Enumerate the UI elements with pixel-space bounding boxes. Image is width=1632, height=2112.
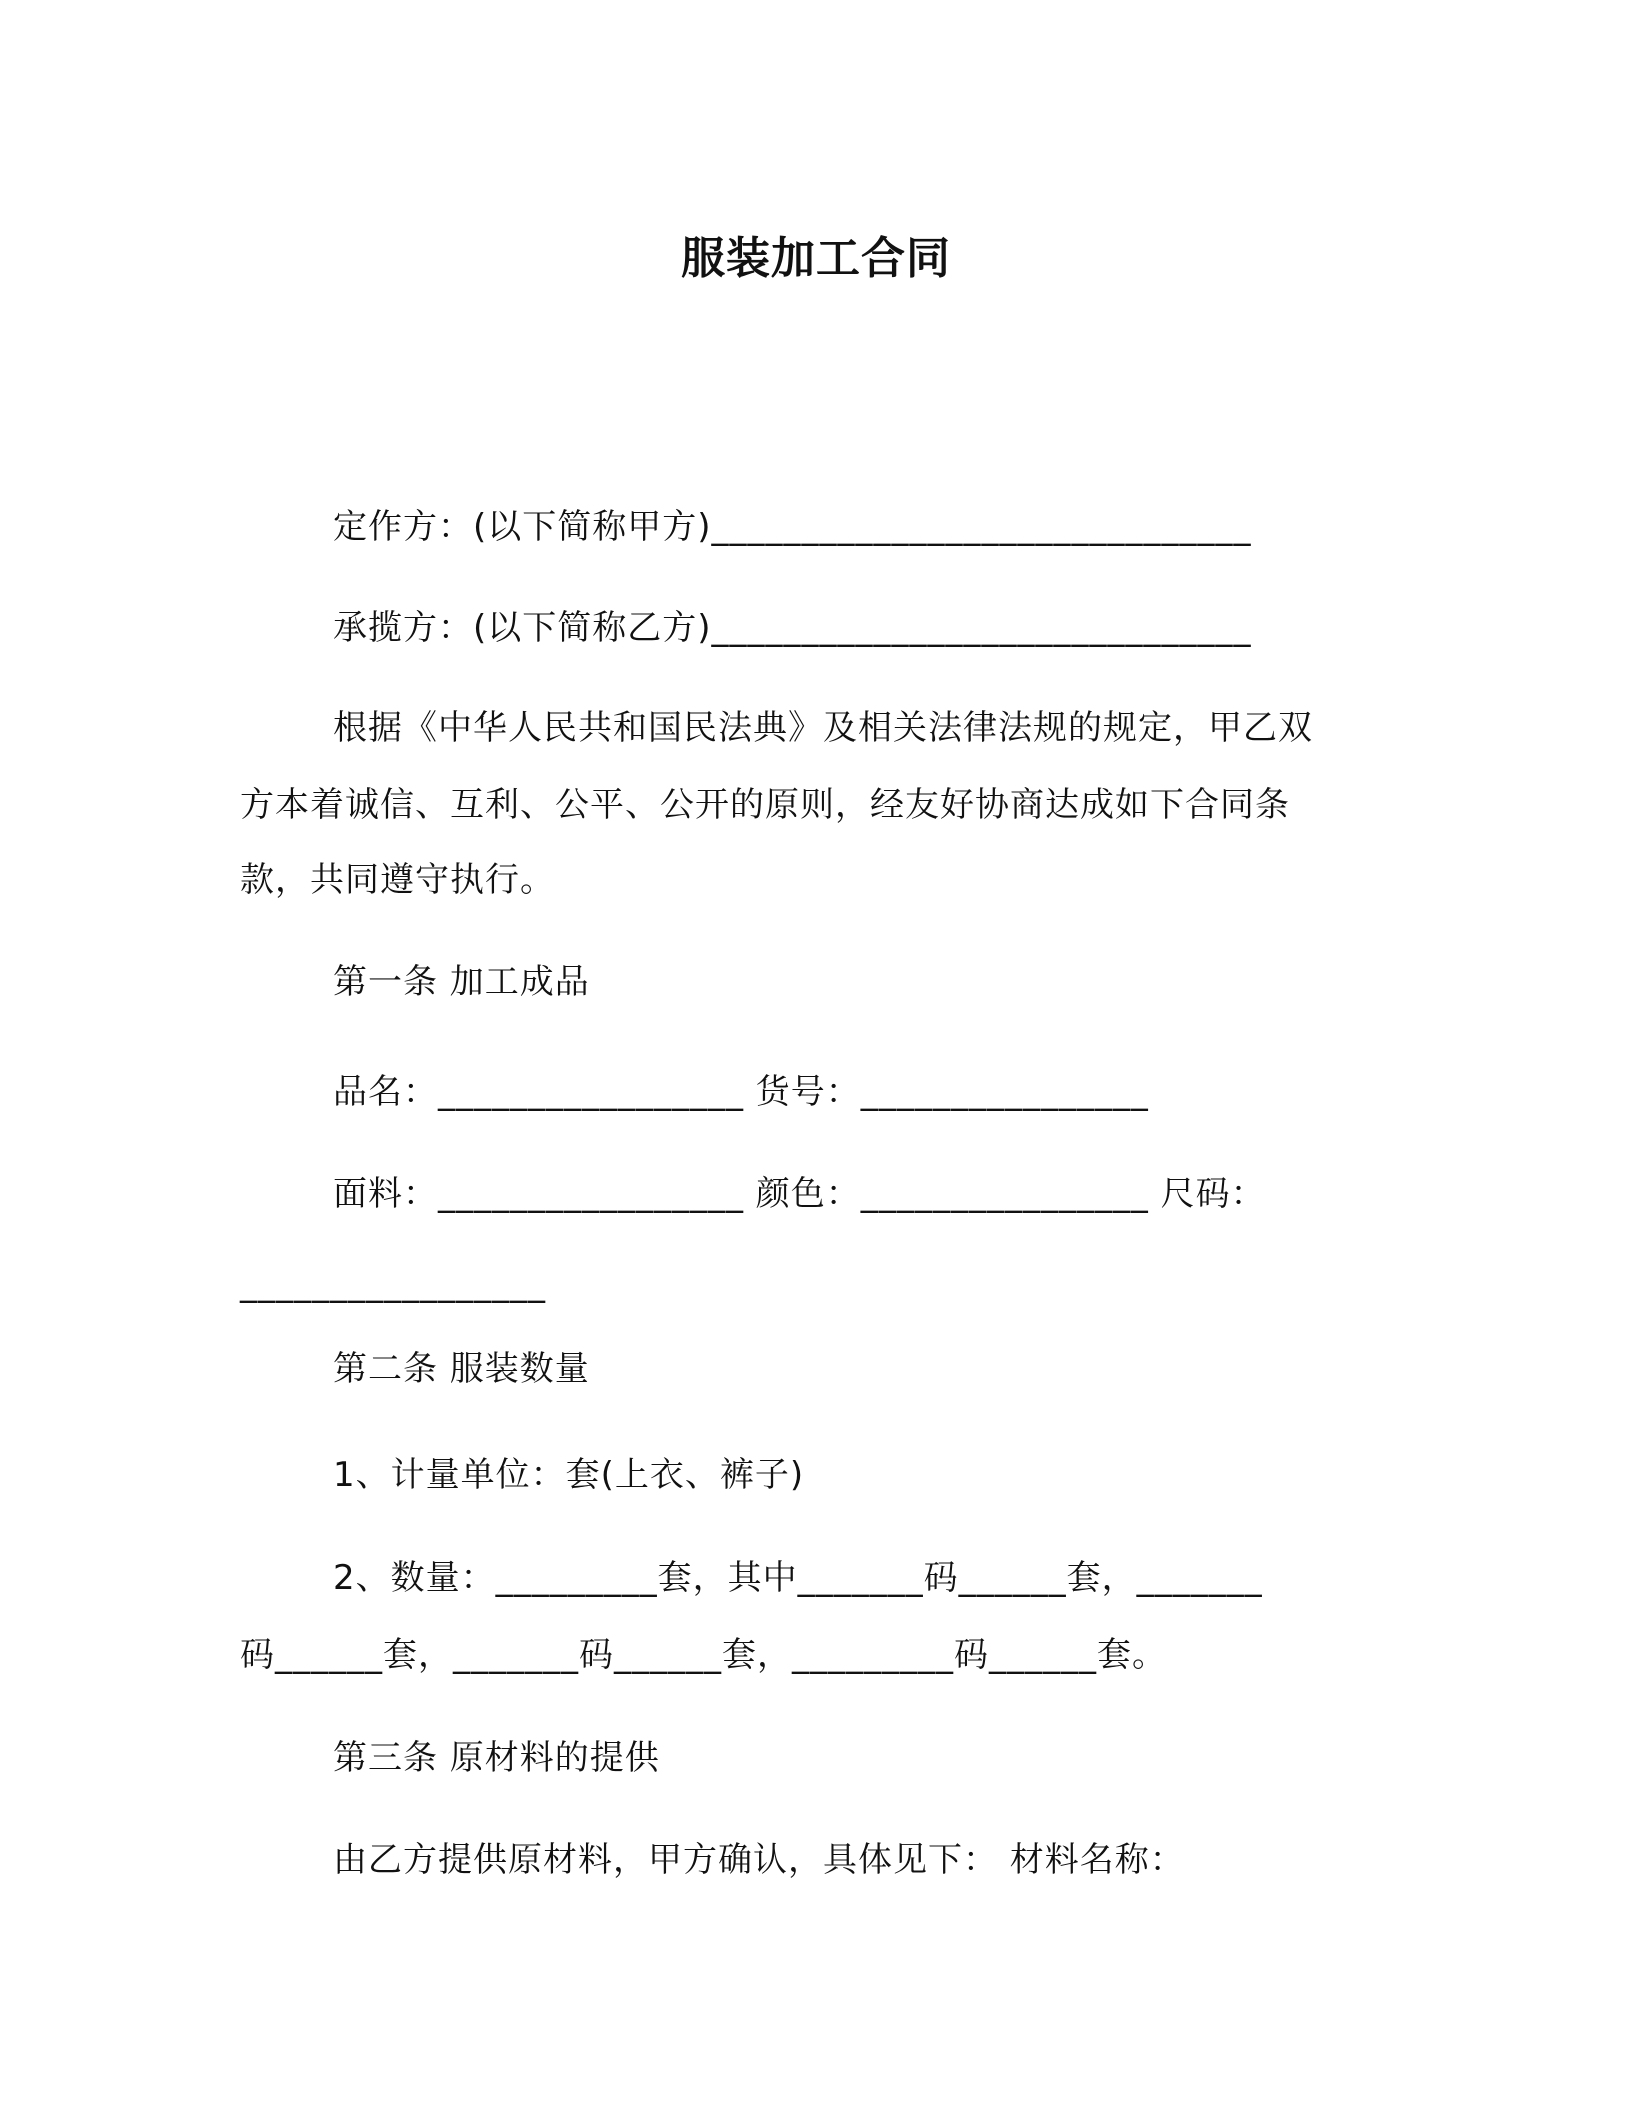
- article-2-heading: 第二条 服装数量: [333, 1349, 590, 1389]
- article-2-item-2-line-1: 2、数量：_________套，其中_______码______套，_______: [333, 1558, 1263, 1598]
- preamble-line-1: 根据《中华人民共和国民法典》及相关法律法规的规定，甲乙双: [333, 708, 1313, 748]
- article-3-line-1: 由乙方提供原材料，甲方确认，具体见下： 材料名称：: [333, 1840, 1185, 1880]
- article-1-line-3: _________________: [240, 1264, 546, 1304]
- article-3-heading: 第三条 原材料的提供: [333, 1738, 660, 1778]
- article-1-line-1: 品名：_________________ 货号：________________: [333, 1072, 1149, 1112]
- article-2-item-2-line-2: 码______套，_______码______套，_________码______套。: [240, 1635, 1167, 1675]
- article-2-item-1: 1、计量单位：套(上衣、裤子): [333, 1455, 805, 1495]
- preamble-line-3: 款，共同遵守执行。: [240, 860, 555, 900]
- article-1-line-2: 面料：_________________ 颜色：________________ 尺码：: [333, 1174, 1266, 1214]
- document-title: 服装加工合同: [681, 233, 951, 284]
- preamble-line-2: 方本着诚信、互利、公平、公开的原则，经友好协商达成如下合同条: [240, 785, 1290, 825]
- article-1-heading: 第一条 加工成品: [333, 962, 590, 1002]
- party-a-line: 定作方：(以下简称甲方)______________________________: [333, 507, 1252, 547]
- party-b-line: 承揽方：(以下简称乙方)______________________________: [333, 608, 1252, 648]
